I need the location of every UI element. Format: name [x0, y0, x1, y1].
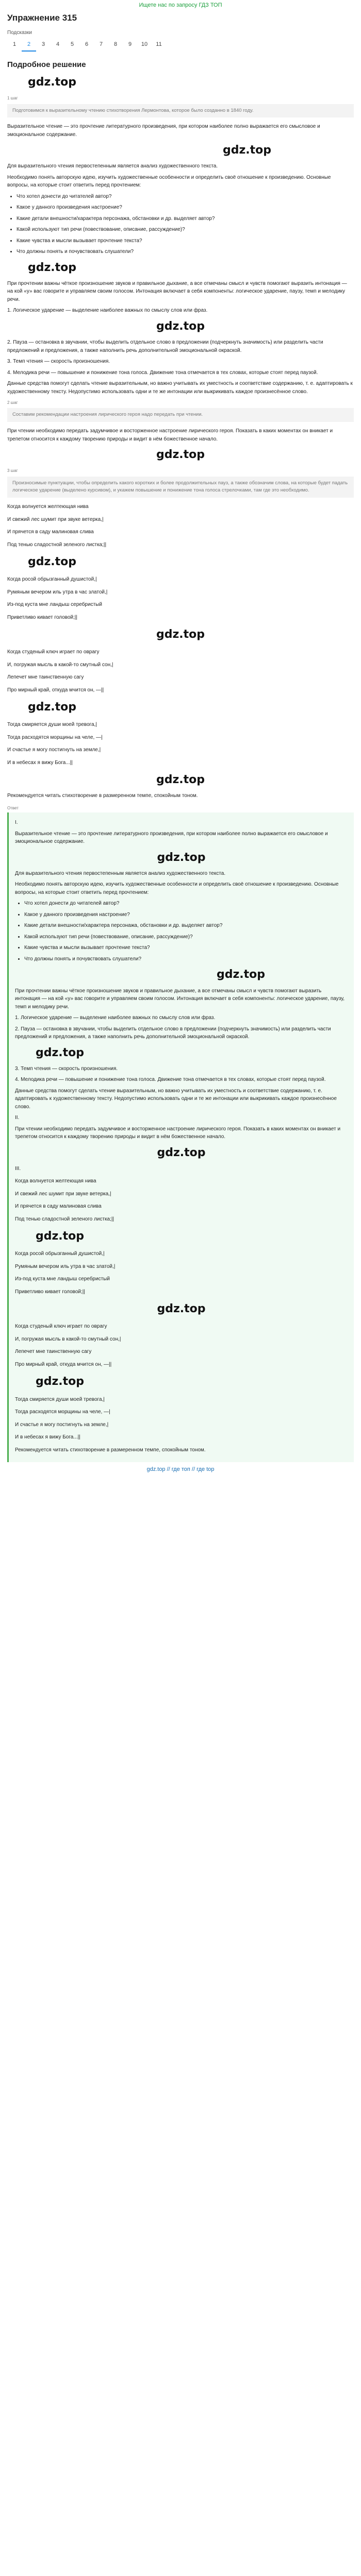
poem-line: И свежий лес шумит при звуке ветерка,| — [7, 516, 104, 522]
poem-line: Лепечет мне таинственную сагу — [7, 674, 84, 681]
solution-block — [7, 74, 354, 800]
page-link-11[interactable]: 11 — [156, 41, 162, 48]
watermark: gdz.top — [28, 261, 77, 274]
list-item: • Какой используют тип речи (повествование, описание, рассуждение)? — [17, 226, 354, 234]
component-item: 1. Логическое ударение — выделение наиболее важных по смыслу слов или фраз. — [7, 308, 208, 314]
bottom-links[interactable]: gdz.top // где топ // где top — [146, 1466, 215, 1473]
poem-line: Тогда расходятся морщины на челе, —| — [15, 1409, 110, 1415]
page-link-2[interactable]: 2 — [22, 39, 36, 52]
watermark: gdz.top — [157, 1146, 206, 1159]
list-item: • Какое у данного произведения настроение? — [24, 911, 348, 919]
step-3-badge: 3 шаг — [7, 468, 18, 473]
list-item: • Какой используют тип речи (повествование, описание, рассуждение)? — [24, 933, 348, 941]
poem-line: И счастье я могу постигнуть на земле,| — [15, 1421, 109, 1428]
list-item: • Что должны понять и почувствовать слушатели? — [17, 248, 354, 256]
watermark: gdz.top — [156, 773, 205, 787]
top-search-link[interactable]: Ищете нас по запросу ГДЗ ТОП — [139, 2, 222, 8]
poem-line: И в небесах я вижу Бога...|| — [15, 1434, 80, 1440]
watermark: gdz.top — [36, 1375, 85, 1388]
page-link-10[interactable]: 10 — [141, 41, 148, 48]
intro-idea: Необходимо понять авторскую идею, изучить художественные особенности и определить своё отношение к произведению. Основные вопросы, на которые стоит ответить перед прочтением: — [15, 882, 339, 895]
step-1-badge: 1 шаг — [7, 96, 18, 101]
component-item: 4. Мелодика речи — повышение и понижение тона голоса. Движение тона отмечается в тех словах, которые стоят перед паузой. — [15, 1077, 326, 1083]
list-item: • Какие чувства и мысли вызывает прочтение текста? — [17, 237, 354, 245]
poem-line: Про мирный край, откуда мчится он, —|| — [7, 687, 104, 693]
recommendation: Рекомендуется читать стихотворение в размеренном темпе, спокойным тоном. — [7, 793, 198, 799]
answer-roman: II. — [15, 1115, 20, 1121]
list-item: • Какое у данного произведения настроение? — [17, 204, 354, 212]
list-item: • Что должны понять и почувствовать слушатели? — [24, 955, 348, 963]
poem-line: Лепечет мне таинственную сагу — [15, 1349, 92, 1355]
page-link-5[interactable]: 5 — [70, 41, 74, 48]
page-link-6[interactable]: 6 — [85, 41, 89, 48]
poem-line: Из-под куста мне ландыш серебристый — [15, 1276, 110, 1282]
list-item: • Что хотел донести до читателей автор? — [17, 193, 354, 201]
intro-definition: Выразительное чтение — это прочтение литературного произведения, при котором наиболее полно выражается его смысловое и эмоциональное содержание. — [15, 831, 328, 845]
watermark: gdz.top — [36, 1230, 85, 1243]
answer-roman: III. — [15, 1165, 21, 1172]
components-tail: Данные средства помогут сделать чтение выразительным, но важно учитывать их уместность и соответствие содержанию, т. е. адаптировать к художественному тексту. Недопустимо использовать одни и те же интонации или выкрикивать каждое произнесённое слово. — [7, 381, 353, 395]
poem-line: Про мирный край, откуда мчится он, —|| — [15, 1361, 112, 1367]
watermark: gdz.top — [28, 76, 77, 89]
questions-list — [17, 193, 354, 256]
poem-line: Из-под куста мне ландыш серебристый — [7, 602, 102, 608]
poem-line: Когда волнуется желтеющая нива — [15, 1178, 96, 1184]
watermark: gdz.top — [157, 851, 206, 864]
page-link-3[interactable]: 3 — [41, 41, 45, 48]
recommendation: Рекомендуется читать стихотворение в размеренном темпе, спокойным тоном. — [15, 1447, 206, 1453]
intro-definition: Выразительное чтение — это прочтение литературного произведения, при котором наиболее полно выражается его смысловое и эмоциональное содержание. — [7, 124, 320, 138]
pagination — [7, 39, 354, 52]
watermark: gdz.top — [216, 968, 265, 981]
poem-line: Когда студеный ключ играет по оврагу — [7, 649, 100, 655]
poem-line: И свежий лес шумит при звуке ветерка,| — [15, 1191, 111, 1197]
poem-line: Румяным вечером иль утра в час златой,| — [15, 1263, 116, 1269]
page-link-4[interactable]: 4 — [56, 41, 60, 48]
step-2-text: При чтении необходимо передать задумчивое и восторженное настроение лирического героя. Показать в каких моментах он вникает и трепетом относится к каждому творению природы и видит в нём божественное начало. — [15, 1126, 341, 1140]
step-2-note: Составим рекомендации настроения лирического героя надо передать при чтении. — [7, 408, 354, 422]
page-link-7[interactable]: 7 — [99, 41, 103, 48]
poem-line: Приветливо кивает головой;|| — [15, 1289, 85, 1295]
component-item: 4. Мелодика речи — повышение и понижение тона голоса. Движение тона отмечается в тех словах, которые стоят перед паузой. — [7, 369, 318, 376]
page-link-9[interactable]: 9 — [128, 41, 132, 48]
page-link-1[interactable]: 1 — [12, 41, 17, 48]
poem-line: Когда росой обрызганный душистой,| — [7, 577, 97, 583]
watermark: gdz.top — [28, 701, 77, 714]
poem-line: И прячется в саду малиновая слива — [7, 529, 94, 535]
intro-idea: Необходимо понять авторскую идею, изучить художественные особенности и определить своё отношение к произведению. Основные вопросы, на которые стоит ответить перед прочтением: — [7, 174, 331, 189]
poem-line: Когда росой обрызганный душистой,| — [15, 1251, 105, 1257]
questions-list — [24, 900, 348, 963]
list-item: • Что хотел донести до читателей автор? — [24, 900, 348, 908]
component-item: 3. Темп чтения — скорость произношения. — [7, 359, 110, 365]
component-item: 1. Логическое ударение — выделение наиболее важных по смыслу слов или фраз. — [15, 1015, 216, 1021]
components-lead: При прочтении важны чёткое произношение звуков и правильное дыхание, а все отмечаны смысл и чувств помогают выразить интонация — на кой «у» вас говорите и управляем своим голосом. Интонация включает в себя компоненты: логическое ударение, паузу, темп и мелодику речи. — [15, 988, 344, 1010]
poem-line: И счастье я могу постигнуть на земле,| — [7, 747, 101, 753]
answer-box — [7, 812, 354, 1462]
watermark: gdz.top — [156, 628, 205, 641]
poem-line: Тогда смиряется души моей тревога,| — [15, 1396, 105, 1402]
poem-line: И в небесах я вижу Бога...|| — [7, 759, 73, 766]
answer-badge: Ответ — [7, 805, 19, 810]
step-2-badge: 2 шаг — [7, 400, 18, 405]
list-item: • Какие детали внешности/характера персонажа, обстановки и др. выделяет автор? — [17, 215, 354, 223]
step-1-note: Подготовимся к выразительному чтению стихотворения Лермонтова, которое было созданно в 1840 году. — [7, 104, 354, 118]
watermark: gdz.top — [222, 144, 271, 157]
poem-line: Когда волнуется желтеющая нива — [7, 504, 89, 510]
step-2-text: При чтении необходимо передать задумчивое и восторженное настроение лирического героя. Показать в каких моментах он вникает и трепетом относится к каждому творению природы и видит в нём божественное начало. — [7, 428, 333, 442]
pages-label: Подсказки — [7, 30, 32, 36]
poem-line: И, погружая мысль в какой-то смутный сон,| — [7, 662, 113, 668]
poem — [7, 503, 354, 789]
poem-line: Когда студеный ключ играет по оврагу — [15, 1324, 107, 1330]
poem-line: Тогда расходятся морщины на челе, —| — [7, 734, 103, 740]
answer-roman: I. — [15, 820, 18, 826]
poem-line: Румяным вечером иль утра в час златой,| — [7, 589, 108, 595]
poem — [15, 1177, 348, 1441]
component-item: 3. Темп чтения — скорость произношения. — [15, 1065, 118, 1072]
component-item: 2. Пауза — остановка в звучании, чтобы выделить отдельное слово в предложении (подчеркнуть значимость) или разделить части предложений и предложения, а также наполнить речь дополнительной эмоциональной окраской. — [15, 1026, 331, 1040]
poem-line: Под тенью сладостной зеленого листка;|| — [15, 1216, 114, 1222]
component-item: 2. Пауза — остановка в звучании, чтобы выделить отдельное слово в предложении (подчеркнуть значимость) или разделить части предложений и предложения, а также наполнить речь дополнительной эмоциональной окраской. — [7, 340, 323, 353]
watermark: gdz.top — [36, 1046, 85, 1059]
exercise-title: Упражнение 315 — [7, 13, 77, 23]
poem-line: Приветливо кивает головой;|| — [7, 614, 77, 620]
watermark: gdz.top — [156, 448, 205, 462]
components-tail: Данные средства помогут сделать чтение выразительным, но важно учитывать их уместность и соответствие содержанию, т. е. адаптировать к художественному тексту. Недопустимо использовать одни и те же интонации или выкрикивать каждое произнесённое слово. — [15, 1088, 337, 1110]
section-title: Подробное решение — [7, 60, 86, 69]
components-lead: При прочтении важны чёткое произношение звуков и правильное дыхание, а все отмечаны смысл и чувств помогают выразить интонация — на кой «у» вас говорите и управляем своим голосом. Интонация включает в себя компоненты: логическое ударение, паузу, темп и мелодику речи. — [7, 280, 347, 302]
watermark: gdz.top — [157, 1302, 206, 1316]
poem-line: И прячется в саду малиновая слива — [15, 1204, 102, 1210]
poem-line: Тогда смиряется души моей тревога,| — [7, 722, 97, 728]
intro-need: Для выразительного чтения первостепенным является анализ художественного текста. — [7, 163, 218, 170]
watermark: gdz.top — [28, 555, 77, 569]
poem-line: Под тенью сладостной зеленого листка;|| — [7, 541, 107, 548]
list-item: • Какие чувства и мысли вызывает прочтение текста? — [24, 944, 348, 952]
poem-line: И, погружая мысль в какой-то смутный сон,| — [15, 1336, 121, 1342]
watermark: gdz.top — [156, 319, 205, 333]
page-link-8[interactable]: 8 — [113, 41, 118, 48]
intro-need: Для выразительного чтения первостепенным является анализ художественного текста. — [15, 870, 226, 876]
list-item: • Какие детали внешности/характера персонажа, обстановки и др. выделяет автор? — [24, 922, 348, 930]
step-3-note: Произносимые пунктуации, чтобы определить какого коротких и более продолжительных пауз, а также обозначим слова, на которые будет падать логическое ударение (выделено курсивом), и укажем повышение и понижение тона голоса стрелочками, там где это необходимо. — [7, 477, 354, 498]
